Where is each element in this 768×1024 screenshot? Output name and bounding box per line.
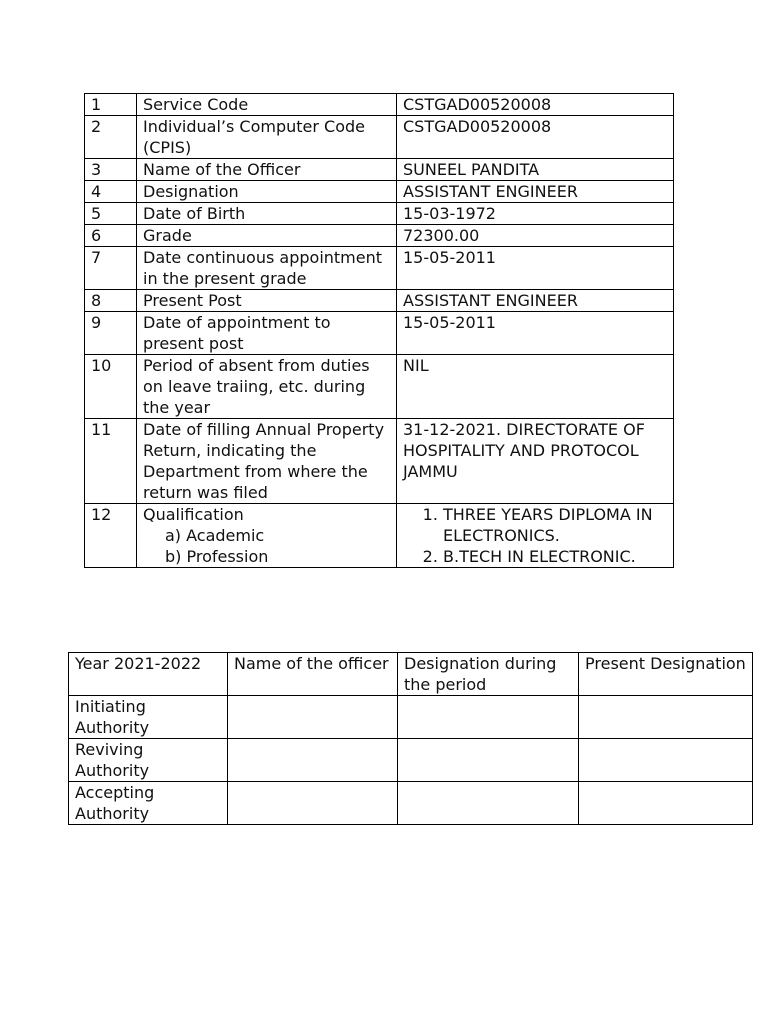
table-row	[85, 419, 674, 504]
empty-cell	[579, 739, 753, 782]
row-number: 9	[85, 312, 137, 355]
row-number: 10	[85, 355, 137, 419]
field-label: Name of the Officer	[137, 159, 397, 181]
authority-label: Initiating Authority	[69, 696, 228, 739]
column-header: Designation during the period	[398, 653, 579, 696]
table-row	[85, 181, 674, 203]
row-number: 11	[85, 419, 137, 504]
qualification-academic: a) Academic	[165, 526, 265, 545]
field-label: Date of appointment to present post	[137, 312, 397, 355]
field-value: 15-03-1972	[397, 203, 674, 225]
row-number: 6	[85, 225, 137, 247]
field-value: ASSISTANT ENGINEER	[397, 181, 674, 203]
table-row	[85, 290, 674, 312]
field-value: NIL	[397, 355, 674, 419]
empty-cell	[228, 782, 398, 825]
row-number: 5	[85, 203, 137, 225]
row-number: 2	[85, 116, 137, 159]
qualification-label: Qualification	[143, 505, 244, 524]
field-label: Date of Birth	[137, 203, 397, 225]
empty-cell	[398, 696, 579, 739]
field-value: 15-05-2011	[397, 247, 674, 290]
qualification-list	[403, 504, 667, 567]
empty-cell	[398, 739, 579, 782]
list-item: 1. THREE YEARS DIPLOMA IN ELECTRONICS.	[443, 504, 667, 546]
empty-cell	[579, 782, 753, 825]
table-row	[85, 159, 674, 181]
table-row	[85, 355, 674, 419]
table-row	[85, 203, 674, 225]
table-row	[85, 116, 674, 159]
qualification-cell	[137, 504, 397, 568]
list-item: 2. B.TECH IN ELECTRONIC.	[443, 546, 667, 567]
qualification-row	[85, 504, 674, 568]
qualification-values	[397, 504, 674, 568]
column-header: Present Designation	[579, 653, 753, 696]
table-row	[85, 94, 674, 116]
field-label: Period of absent from duties on leave traiing, etc. during the year	[137, 355, 397, 419]
row-number: 12	[85, 504, 137, 568]
row-number: 1	[85, 94, 137, 116]
table-row	[69, 739, 753, 782]
table-row	[69, 782, 753, 825]
field-value: 72300.00	[397, 225, 674, 247]
field-label: Individual’s Computer Code (CPIS)	[137, 116, 397, 159]
field-label: Service Code	[137, 94, 397, 116]
row-number: 4	[85, 181, 137, 203]
table-row	[85, 312, 674, 355]
field-value: SUNEEL PANDITA	[397, 159, 674, 181]
empty-cell	[398, 782, 579, 825]
officer-details-table	[84, 93, 674, 568]
qualification-profession: b) Profession	[165, 547, 269, 566]
field-value: 31-12-2021. DIRECTORATE OF HOSPITALITY AND PROTOCOL JAMMU	[397, 419, 674, 504]
row-number: 8	[85, 290, 137, 312]
empty-cell	[228, 696, 398, 739]
table-header-row	[69, 653, 753, 696]
authority-label: Accepting Authority	[69, 782, 228, 825]
table-row	[85, 225, 674, 247]
table-row	[85, 247, 674, 290]
field-value: 15-05-2011	[397, 312, 674, 355]
field-label: Designation	[137, 181, 397, 203]
field-label: Date continuous appointment in the present grade	[137, 247, 397, 290]
column-header: Year 2021-2022	[69, 653, 228, 696]
empty-cell	[579, 696, 753, 739]
column-header: Name of the officer	[228, 653, 398, 696]
row-number: 3	[85, 159, 137, 181]
field-value: CSTGAD00520008	[397, 116, 674, 159]
field-value: ASSISTANT ENGINEER	[397, 290, 674, 312]
row-number: 7	[85, 247, 137, 290]
authority-label: Reviving Authority	[69, 739, 228, 782]
authority-table	[68, 652, 753, 825]
field-label: Date of filling Annual Property Return, indicating the Department from where the return was filed	[137, 419, 397, 504]
empty-cell	[228, 739, 398, 782]
field-label: Present Post	[137, 290, 397, 312]
field-value: CSTGAD00520008	[397, 94, 674, 116]
field-label: Grade	[137, 225, 397, 247]
table-row	[69, 696, 753, 739]
